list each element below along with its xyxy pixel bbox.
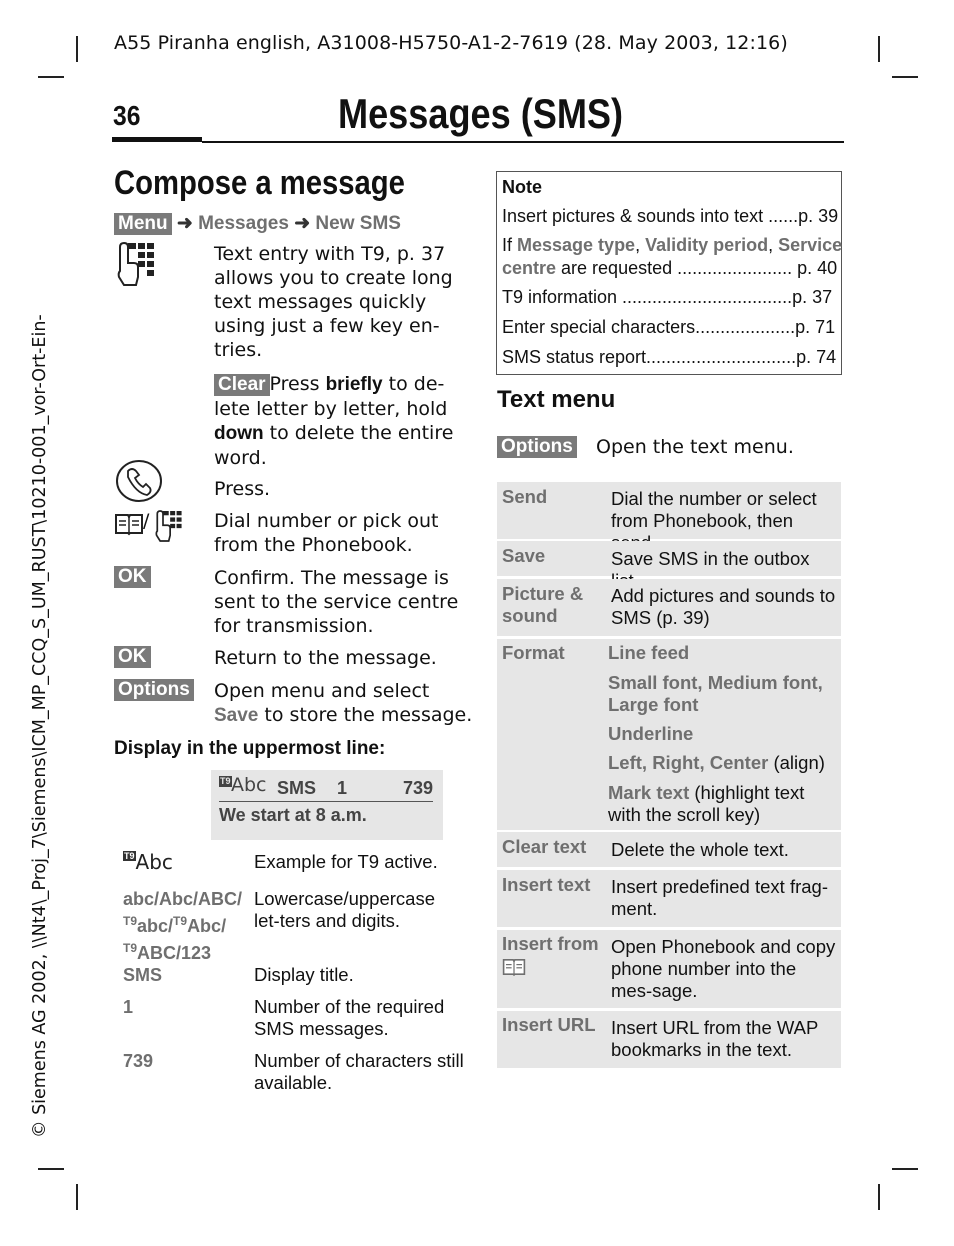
clear-key: Clear xyxy=(214,374,270,396)
crop-mark xyxy=(878,1184,880,1210)
keypad-icon xyxy=(153,509,183,543)
crop-mark xyxy=(76,36,78,62)
legend-term: 739 xyxy=(123,1051,154,1071)
crop-mark xyxy=(38,1168,64,1170)
note-line: If Message type, Validity period, Service xyxy=(502,235,843,255)
title-rule xyxy=(202,141,844,143)
input-mode: Abc xyxy=(231,774,267,796)
title-rule-thick xyxy=(112,137,202,142)
menu-row-insert-url: Insert URL Insert URL from the WAP bookmarks in the text. xyxy=(497,1011,841,1068)
ok-confirm-text: Confirm. The message is sent to the service centre for transmission. xyxy=(214,567,459,637)
slash: / xyxy=(143,510,150,532)
ok-key: OK xyxy=(114,646,151,668)
section-title: Compose a message xyxy=(114,164,405,202)
options-desc: Open the text menu. xyxy=(596,436,794,458)
ok-key: OK xyxy=(114,566,151,588)
ok-return-text: Return to the message. xyxy=(214,647,437,669)
legend-desc: Example for T9 active. xyxy=(254,851,438,872)
legend-term: Abc xyxy=(135,850,173,874)
note-title: Note xyxy=(502,177,542,197)
phonebook-icon xyxy=(502,957,526,977)
crop-mark xyxy=(76,1184,78,1210)
running-header: A55 Piranha english, A31008-H5750-A1-2-7619 (28. May 2003, 12:16) xyxy=(114,32,788,54)
display-heading: Display in the uppermost line: xyxy=(114,738,386,759)
clear-instruction: Clear Press briefly to de-lete letter by letter, hold down to delete the entire word. xyxy=(214,373,454,469)
legend-term: 1 xyxy=(123,997,134,1017)
note-line: SMS status report..............................p. 74 xyxy=(502,347,837,367)
menu-row-save: Save Save SMS in the outbox xyxy=(497,541,841,576)
menu-row-insert-text: Insert text Insert predefined text frag-ment. xyxy=(497,870,841,927)
arrow-icon: ➜ xyxy=(294,213,311,234)
arrow-icon: ➜ xyxy=(176,213,193,234)
legend-desc: Number of the required SMS messages. xyxy=(254,996,445,1039)
menu-path-item: New SMS xyxy=(315,213,401,234)
legend-desc: Display title. xyxy=(254,964,354,985)
t9-badge: T9 xyxy=(124,851,135,861)
send-key-icon xyxy=(114,457,164,505)
note-box xyxy=(496,171,842,375)
sms-count: 1 xyxy=(337,778,348,798)
menu-path-item: Messages xyxy=(198,213,289,234)
page-title: Messages (SMS) xyxy=(338,90,624,137)
menu-row-insert-from: Insert from Open Phonebook and copy phone number into the mes-sage. xyxy=(497,930,841,1008)
legend-desc: Number of characters still available. xyxy=(254,1050,464,1093)
phonebook-icon xyxy=(114,512,144,536)
crop-mark xyxy=(38,76,64,78)
note-line: T9 information ..................................p. 37 xyxy=(502,287,833,307)
dial-text: Dial number or pick out from the Phonebook. xyxy=(214,510,439,556)
legend-term: SMS xyxy=(123,965,163,985)
legend-term: abc/Abc/ABC/ $^{T9}$abc/$^{T9}$Abc/ $^{T9}$ABC/123 xyxy=(123,889,243,963)
t9-badge: T9 xyxy=(220,776,231,786)
menu-row-format: Format Line feed Small font, Medium font, Large font Underline Left, Right, Center (align) Mark text (highlight text with the scroll key) xyxy=(497,639,841,830)
display-text: We start at 8 a.m. xyxy=(219,805,367,825)
note-line: Insert pictures & sounds into text ......p. 39 xyxy=(502,206,839,226)
options-key: Options xyxy=(114,679,194,701)
note-line: Enter special characters....................p. 71 xyxy=(502,317,836,337)
text-menu-heading: Text menu xyxy=(497,386,616,413)
page-number: 36 xyxy=(113,100,141,131)
side-copyright: © Siemens AG 2002, \\Nt4\_Proj_7\Siemens\ICM_MP_CCQ_S_UM_RUST\10210-001_vor-Ort-Ein- xyxy=(30,314,50,1138)
crop-mark xyxy=(878,36,880,62)
menu-row-clear-text: Clear text Delete the whole text. xyxy=(497,832,841,867)
send-text: Press. xyxy=(214,478,271,500)
display-title: SMS xyxy=(277,778,317,798)
options-key: Options xyxy=(497,436,577,458)
crop-mark xyxy=(892,1168,918,1170)
phone-display xyxy=(211,770,443,840)
note-line: centre are requested ....................... p. 40 xyxy=(502,258,838,278)
menu-row-picture: Picture & sound Add pictures and sounds to SMS (p. 39) xyxy=(497,579,841,636)
char-count: 739 xyxy=(403,778,434,798)
menu-path xyxy=(114,212,401,235)
keypad-icon xyxy=(114,241,156,287)
menu-row-send: Send Dial the number or select from Phonebook, then xyxy=(497,482,841,539)
options-text: Open menu and select Save to store the message. xyxy=(214,680,473,726)
crop-mark xyxy=(892,76,918,78)
t9-entry-text: Text entry with T9, p. 37 allows you to create long text messages quickly using just a few key en-tries. xyxy=(214,243,453,361)
menu-key: Menu xyxy=(114,213,172,235)
legend-desc: Lowercase/uppercase let-ters and digits. xyxy=(254,888,435,931)
